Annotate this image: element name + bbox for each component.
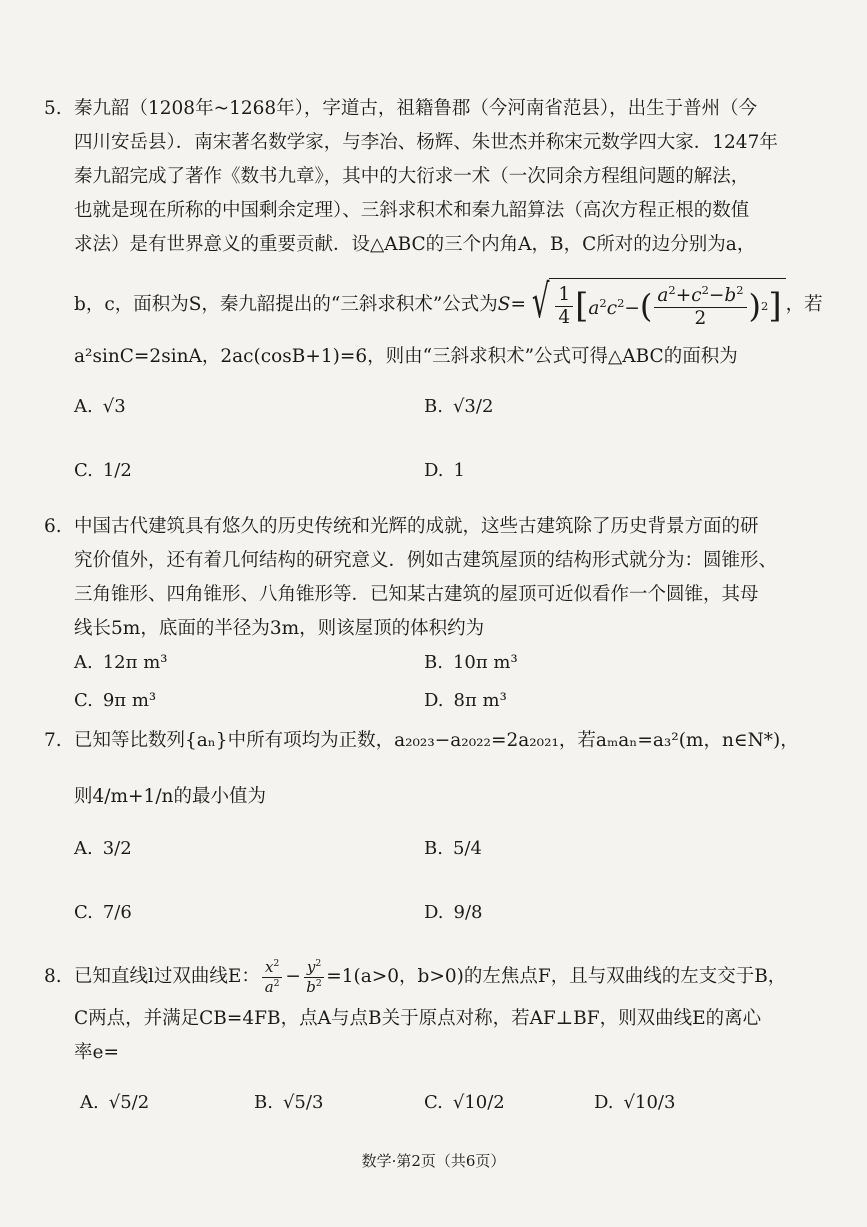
option-d[interactable]: D. 1 xyxy=(424,460,465,481)
question-text-line: 率e= xyxy=(74,1042,119,1063)
option-a[interactable]: A. √3 xyxy=(74,396,126,417)
option-d[interactable]: D. √10/3 xyxy=(594,1092,676,1113)
option-value: 9π m³ xyxy=(102,690,157,711)
option-c[interactable]: C. 7/6 xyxy=(74,902,132,923)
option-c[interactable]: C. √10/2 xyxy=(424,1092,505,1113)
question-7 xyxy=(44,724,814,814)
option-value: √10/2 xyxy=(452,1092,505,1113)
question-text-line: 三角锥形、四角锥形、八角锥形等．已知某古建筑的屋顶可近似看作一个圆锥，其母 xyxy=(74,584,759,605)
question-text-line: 线长5m，底面的半径为3m，则该屋顶的体积约为 xyxy=(74,618,485,639)
question-text-line: 秦九韶（1208年~1268年），字道古，祖籍鲁郡（今河南省范县），出生于普州（今 xyxy=(74,98,758,119)
option-d[interactable]: D. 8π m³ xyxy=(424,690,507,711)
question-text-line: 中国古代建筑具有悠久的历史传统和光辉的成就，这些古建筑除了历史背景方面的研 xyxy=(74,516,759,537)
option-c[interactable]: C. 1/2 xyxy=(74,460,132,481)
question-5-formula-line xyxy=(44,274,823,331)
question-number: 7. xyxy=(44,730,62,751)
hyperbola-x-term: $\frac{x^2}{a^2}$ xyxy=(262,959,282,996)
question-5-line7 xyxy=(44,340,814,374)
option-a[interactable]: A. 12π m³ xyxy=(74,652,168,673)
question-number: 5. xyxy=(44,98,62,119)
question-text-line: 已知直线l过双曲线E： $\frac{x^2}{a^2}$ − $\frac{y^2}{b^2}$ =1(a>0，b>0)的左焦点F，且与双曲线的左支交于B， xyxy=(74,957,787,996)
question-text-line: 求法）是有世界意义的重要贡献．设△ABC的三个内角A，B，C所对的边分别为a， xyxy=(74,234,756,255)
option-value: √5/2 xyxy=(108,1092,150,1113)
question-text-line: 究价值外，还有着几何结构的研究意义．例如古建筑屋顶的结构形式就分为：圆锥形、 xyxy=(74,550,778,571)
option-value: 3/2 xyxy=(102,838,132,859)
page-footer: 数学·第2页（共6页） xyxy=(361,1152,506,1170)
option-b[interactable]: B. √3/2 xyxy=(424,396,494,417)
option-value: √3/2 xyxy=(452,396,494,417)
question-text-line: a²sinC=2sinA，2ac(cosB+1)=6，则由“三斜求积术”公式可得△ABC的面积为 xyxy=(74,346,738,367)
option-value: √3 xyxy=(102,396,126,417)
option-value: 8π m³ xyxy=(453,690,507,711)
option-value: √10/3 xyxy=(623,1092,676,1113)
option-value: 1/2 xyxy=(102,460,132,481)
question-text: ，若 xyxy=(785,293,823,315)
question-text-line: 已知等比数列{aₙ}中所有项均为正数，a₂₀₂₃−a₂₀₂₂=2a₂₀₂₁，若aₘaₙ=a₃²(m，n∈N*)， xyxy=(74,730,799,751)
question-text-line: 则4/m+1/n的最小值为 xyxy=(74,786,266,807)
option-value: 9/8 xyxy=(453,902,483,923)
hyperbola-y-term: $\frac{y^2}{b^2}$ xyxy=(304,959,324,996)
option-value: 10π m³ xyxy=(452,652,518,673)
option-value: √5/3 xyxy=(282,1092,324,1113)
three-slant-formula: S = √ $\frac{1}{4}$ [ $a^2c^2-$ ( $\frac{a^2+c^2-b^2}{2}$ ) 2 ] xyxy=(498,278,786,331)
option-value: 7/6 xyxy=(102,902,132,923)
question-number: 8. xyxy=(44,966,62,987)
question-6 xyxy=(44,510,814,646)
question-text: 已知直线l过双曲线E： xyxy=(74,966,260,987)
option-a[interactable]: A. √5/2 xyxy=(80,1092,150,1113)
option-d[interactable]: D. 9/8 xyxy=(424,902,483,923)
question-text-line: 秦九韶完成了著作《数书九章》，其中的大衍求一术（一次同余方程组问题的解法， xyxy=(74,166,750,187)
question-5 xyxy=(44,92,814,262)
option-value: 12π m³ xyxy=(102,652,168,673)
question-number: 6. xyxy=(44,516,62,537)
question-text: =1(a>0，b>0)的左焦点F，且与双曲线的左支交于B， xyxy=(326,966,787,987)
question-text-line: 也就是现在所称的中国剩余定理）、三斜求积术和秦九韶算法（高次方程正根的数值 xyxy=(74,200,750,221)
option-b[interactable]: B. √5/3 xyxy=(254,1092,324,1113)
option-value: 5/4 xyxy=(452,838,482,859)
option-value: 1 xyxy=(453,460,465,481)
option-a[interactable]: A. 3/2 xyxy=(74,838,132,859)
question-text-line: 四川安岳县）．南宋著名数学家，与李冶、杨辉、朱世杰并称宋元数学四大家．1247年 xyxy=(74,132,778,153)
question-text: b，c，面积为S，秦九韶提出的“三斜求积术”公式为 xyxy=(74,293,498,315)
option-b[interactable]: B. 10π m³ xyxy=(424,652,518,673)
question-text-line: C两点，并满足CB=4FB，点A与点B关于原点对称，若AF⊥BF，则双曲线E的离心 xyxy=(74,1008,762,1029)
option-b[interactable]: B. 5/4 xyxy=(424,838,482,859)
option-c[interactable]: C. 9π m³ xyxy=(74,690,157,711)
question-8 xyxy=(44,956,814,1070)
